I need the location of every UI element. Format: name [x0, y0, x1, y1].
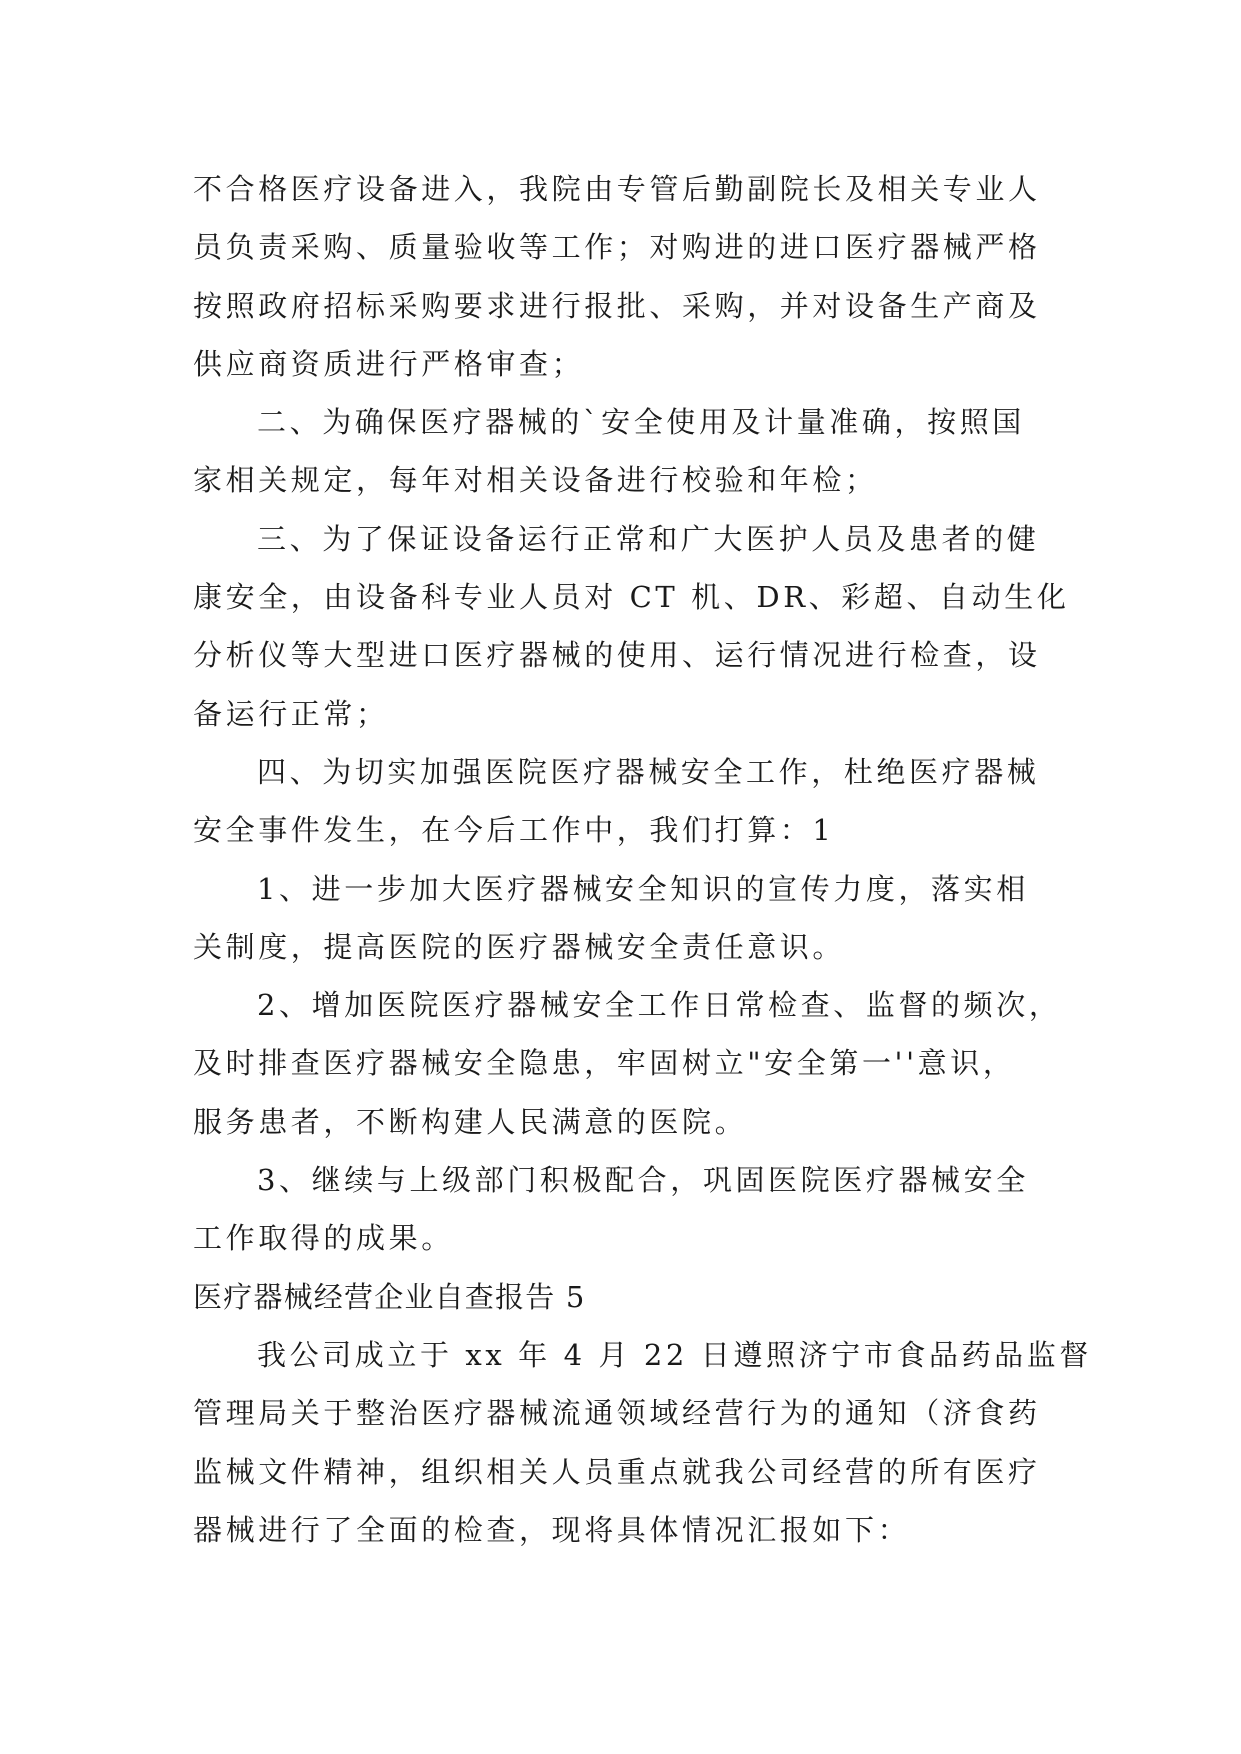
text-line: 管理局关于整治医疗器械流通领域经营行为的通知（济食药 — [193, 1396, 1041, 1431]
text-line: 1、进一步加大医疗器械安全知识的宣传力度，落实相 — [257, 871, 1029, 906]
text-line: 供应商资质进行严格审查； — [193, 346, 585, 381]
text-line: 器械进行了全面的检查，现将具体情况汇报如下： — [193, 1512, 911, 1547]
text-line: 三、为了保证设备运行正常和广大医护人员及患者的健 — [257, 521, 1040, 556]
document-body — [193, 160, 1092, 1559]
text-line: 分析仪等大型进口医疗器械的使用、运行情况进行检查，设 — [193, 638, 1041, 673]
text-line: 按照政府招标采购要求进行报批、采购，并对设备生产商及 — [193, 288, 1041, 323]
text-line: 康安全，由设备科专业人员对 CT 机、DR、彩超、自动生化 — [193, 580, 1070, 615]
text-line: 工作取得的成果。 — [193, 1221, 454, 1256]
text-line: 我公司成立于 xx 年 4 月 22 日遵照济宁市食品药品监督 — [257, 1337, 1092, 1372]
text-line: 监械文件精神，组织相关人员重点就我公司经营的所有医疗 — [193, 1454, 1041, 1489]
text-line: 关制度，提高医院的医疗器械安全责任意识。 — [193, 929, 846, 964]
text-line: 2、增加医院医疗器械安全工作日常检查、监督的频次， — [257, 988, 1062, 1023]
text-line: 安全事件发生，在今后工作中，我们打算：1 — [193, 813, 835, 848]
text-line: 家相关规定，每年对相关设备进行校验和年检； — [193, 463, 878, 498]
text-line: 不合格医疗设备进入，我院由专管后勤副院长及相关专业人 — [193, 172, 1041, 206]
text-line: 服务患者，不断构建人民满意的医院。 — [193, 1104, 748, 1139]
text-line: 四、为切实加强医院医疗器械安全工作，杜绝医疗器械 — [257, 754, 1040, 789]
text-line: 及时排查医疗器械安全隐患，牢固树立"安全第一''意识， — [193, 1046, 1016, 1081]
section-heading: 医疗器械经营企业自查报告 5 — [193, 1279, 586, 1314]
text-line: 备运行正常； — [193, 696, 389, 731]
text-line: 员负责采购、质量验收等工作；对购进的进口医疗器械严格 — [193, 230, 1041, 265]
text-line: 二、为确保医疗器械的`安全使用及计量准确，按照国 — [257, 405, 1025, 440]
text-line: 3、继续与上级部门积极配合，巩固医院医疗器械安全 — [257, 1163, 1029, 1198]
